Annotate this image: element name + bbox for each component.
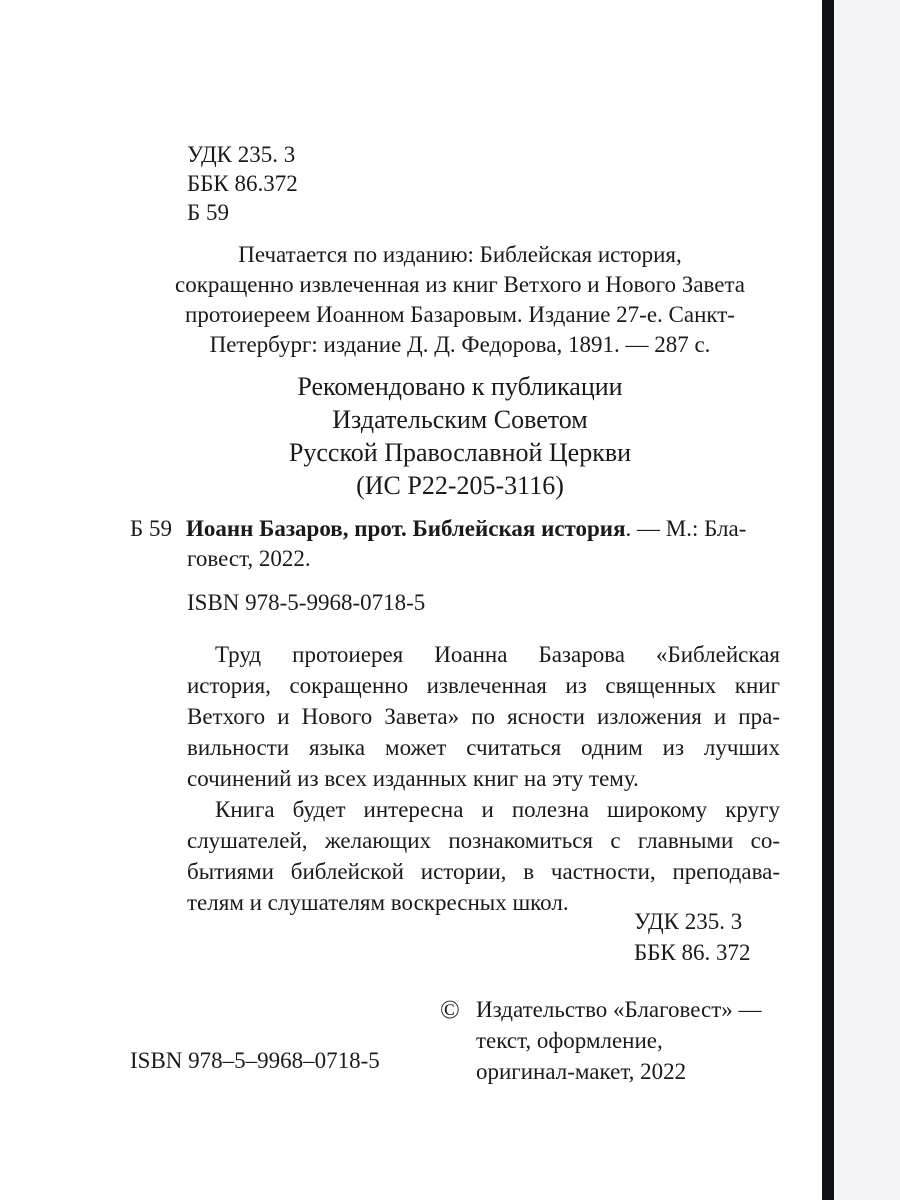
annotation [187,639,780,918]
recommendation-block [130,370,790,502]
author-mark: Б 59 [187,200,229,225]
footer-udk: УДК 235. 3 [634,909,743,934]
source-note-line: сокращенно извлеченная из книг Ветхого и Нового Завета [174,272,745,297]
source-note-line: Петербург: издание Д. Д. Федорова, 1891. — 287 с. [209,332,711,357]
annotation-line: бытиями библейской истории, в частности, преподава- [187,859,780,884]
source-note-line: протоиереем Иоанном Базаровым. Издание 27-е. Санкт- [185,302,735,327]
recommendation-line: Русской Православной Церкви [288,438,632,467]
copyright-line: текст, оформление, [476,1028,663,1053]
bibliographic-entry [130,514,780,574]
footer-bbk: ББК 86. 372 [634,940,751,965]
page-edge-margin [834,0,900,1200]
source-note [130,240,790,360]
bib-entry-code: Б 59 [130,516,172,541]
annotation-line: слушателей, желающих познакомиться с главными со- [187,828,780,853]
bib-entry-line [130,514,780,544]
annotation-line: Ветхого и Нового Завета» по ясности изложения и пра- [187,704,780,729]
isbn-bottom: ISBN 978–5–9968–0718-5 [130,1048,380,1073]
annotation-line: Труд протоиерея Иоанна Базарова «Библейская [215,642,780,667]
classification-codes [187,140,298,228]
council-number: (ИС Р22-205-3116) [356,471,564,500]
annotation-line: телям и слушателям воскресных школ. [187,890,569,915]
udk-code: УДК 235. 3 [187,142,296,167]
copyright-notice [440,994,762,1087]
annotation-line: сочинений из всех изданных книг на эту тему. [187,766,639,791]
recommendation-line: Издательским Советом [332,405,588,434]
isbn-top: ISBN 978-5-9968-0718-5 [187,590,426,615]
bib-entry-author-title: Иоанн Базаров, прот. Библейская история [185,516,626,541]
footer-classification [634,906,751,968]
page-edge-shadow [822,0,834,1200]
bbk-code: ББК 86.372 [187,171,298,196]
annotation-line: вильности языка может считаться одним из лучших [187,735,780,760]
copyright-line: Издательство «Благовест» — [476,997,762,1022]
copyright-line: оригинал-макет, 2022 [476,1059,687,1084]
annotation-line: Книга будет интересна и полезна широкому кругу [215,797,780,822]
copyright-symbol: © [440,995,460,1024]
bib-entry-year: говест, 2022. [187,546,311,571]
bib-entry-publisher: . — М.: Бла- [625,516,747,541]
source-note-line: Печатается по изданию: Библейская история, [238,242,682,267]
recommendation-line: Рекомендовано к публикации [297,372,623,401]
annotation-line: история, сокращенно извлеченная из священных книг [187,673,780,698]
